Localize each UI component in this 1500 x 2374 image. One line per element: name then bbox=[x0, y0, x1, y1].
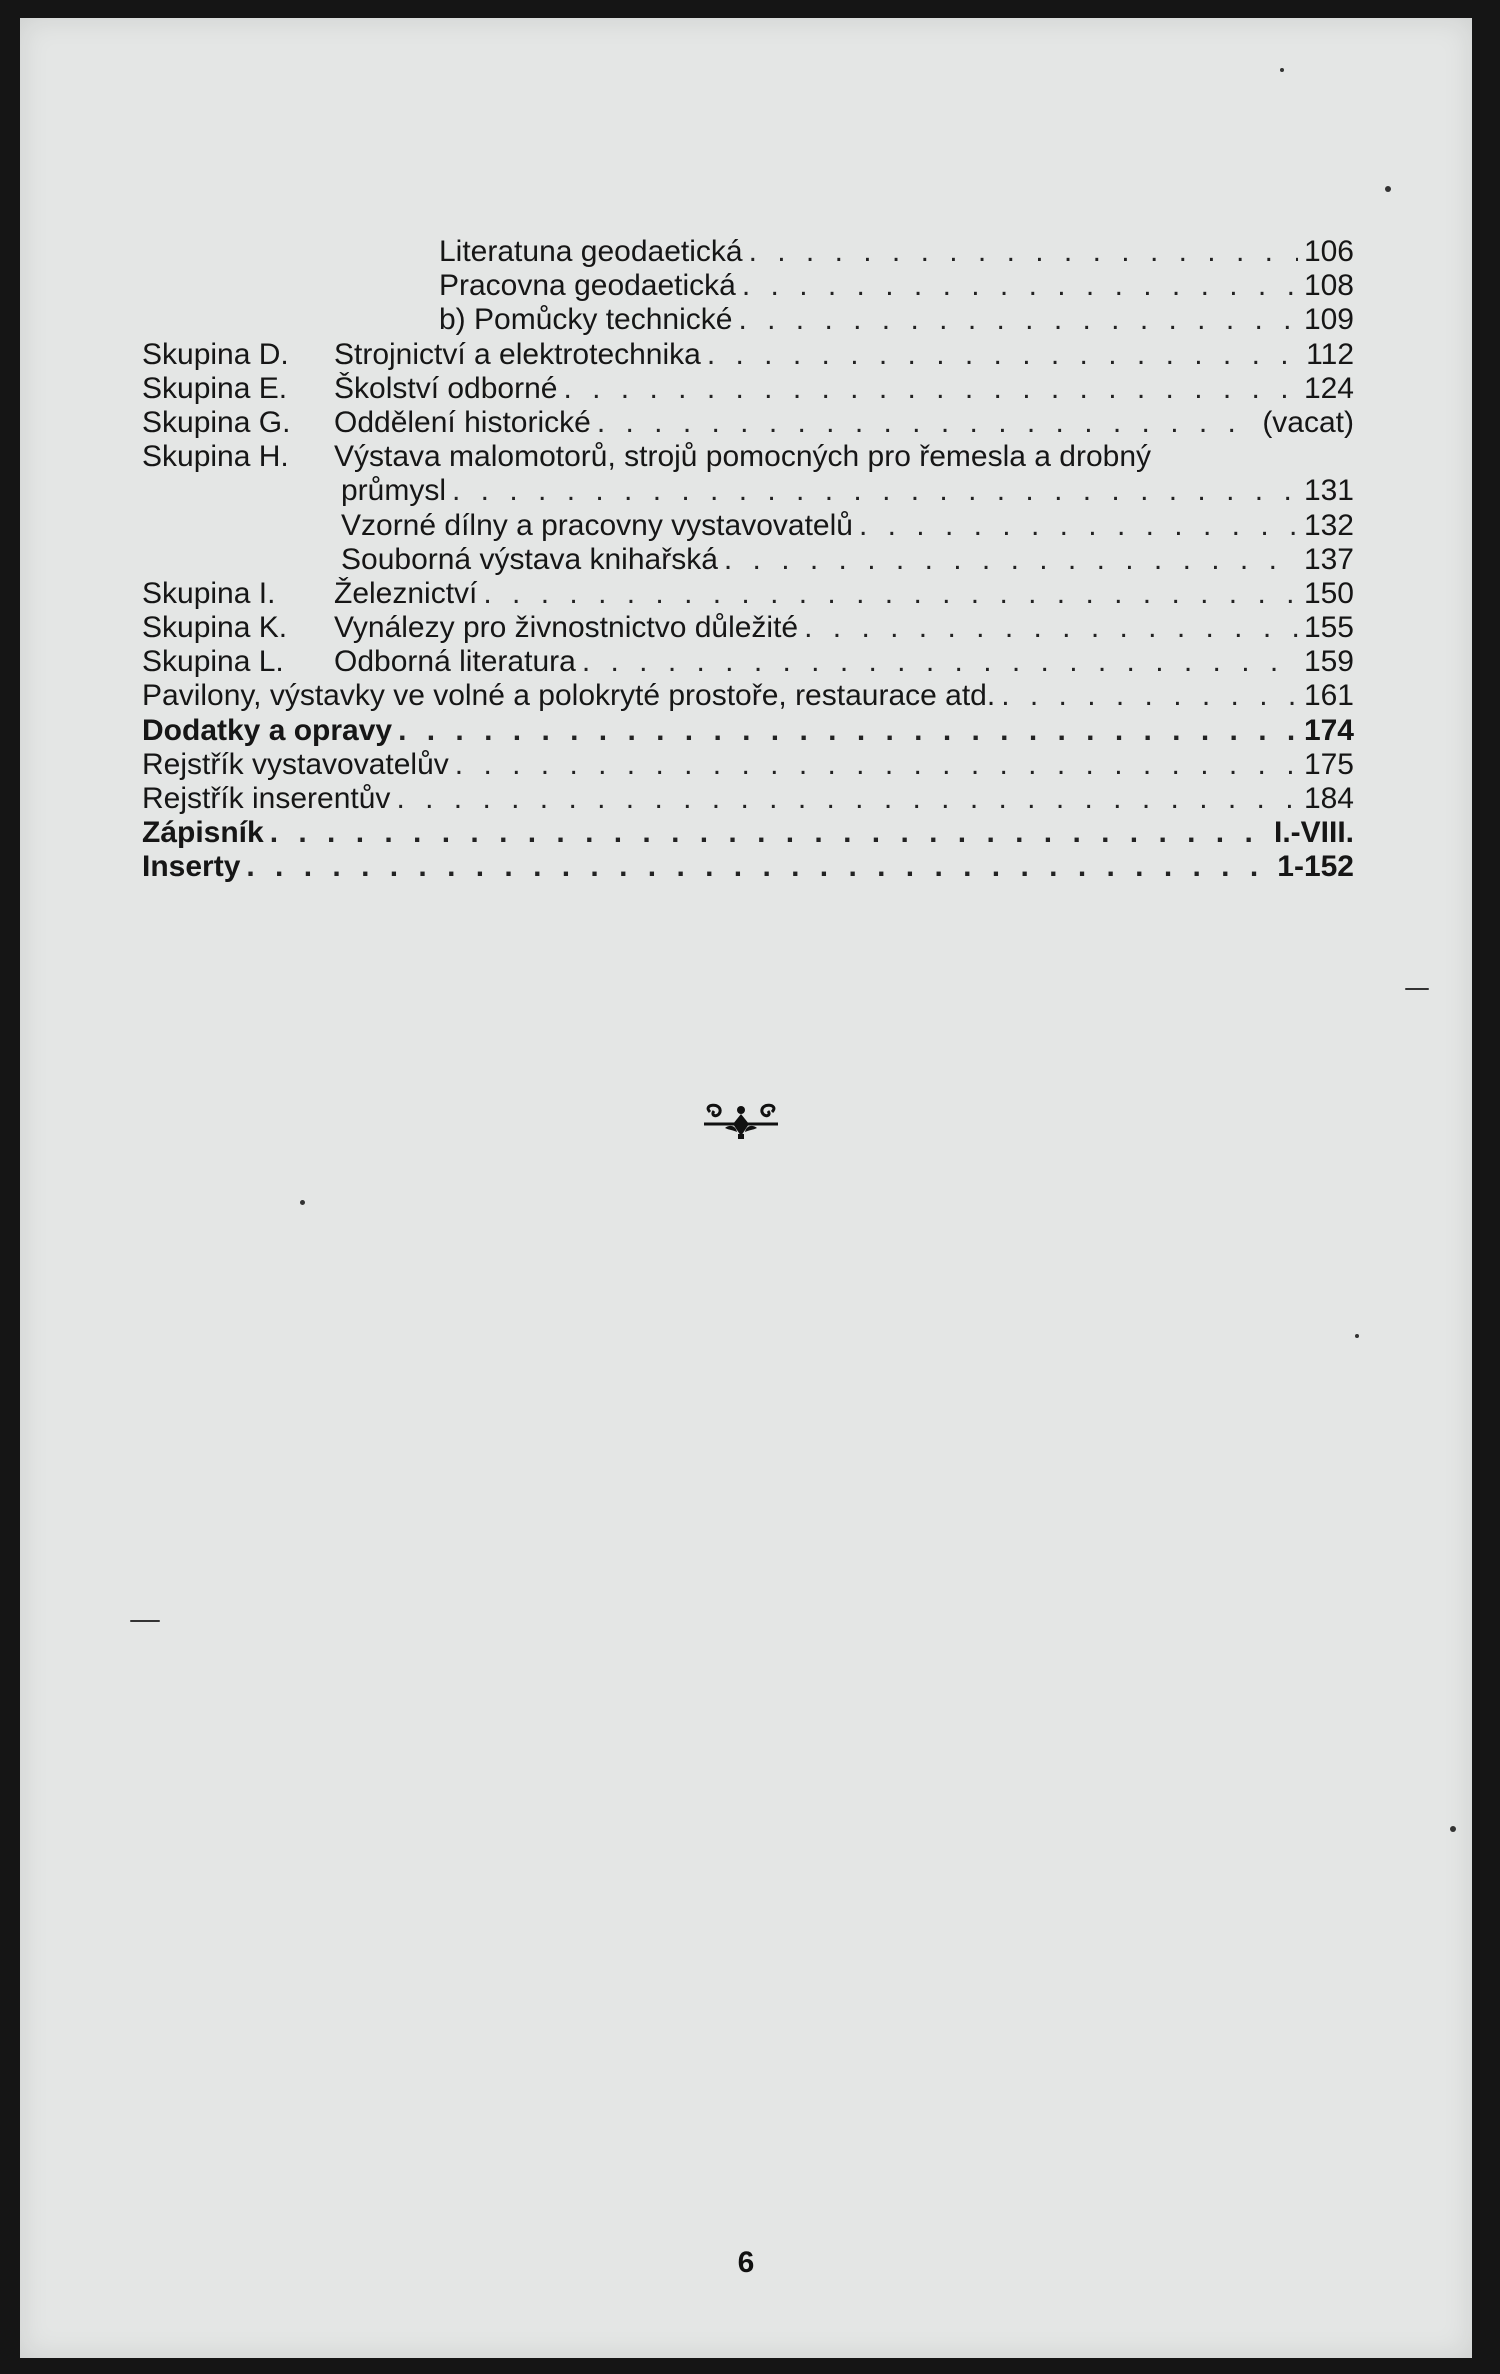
toc-page-number: 106 bbox=[1303, 235, 1354, 268]
toc-entry bbox=[142, 850, 1354, 884]
dot-leader bbox=[455, 748, 1298, 782]
toc-page-number: 124 bbox=[1303, 371, 1354, 405]
paper-speck bbox=[130, 1620, 160, 1622]
toc-entry bbox=[142, 235, 1354, 269]
toc-entry bbox=[142, 679, 1354, 713]
toc-entry-title: Vzorné dílny a pracovny vystavovatelů bbox=[341, 508, 853, 542]
toc-entry-title: Literatuna geodaetická bbox=[439, 235, 743, 268]
toc-group-label: Skupina L. bbox=[142, 645, 284, 679]
toc-entry bbox=[142, 577, 1354, 611]
toc-entry bbox=[142, 509, 1354, 543]
toc-page-number: 137 bbox=[1303, 542, 1354, 576]
page-number: 6 bbox=[737, 2246, 755, 2279]
dot-leader bbox=[483, 577, 1298, 611]
toc-page-number: 108 bbox=[1303, 269, 1354, 303]
toc-entry-title: Strojnictví a elektrotechnika bbox=[334, 337, 701, 371]
dot-leader bbox=[724, 543, 1298, 577]
toc-entry-title: Školství odborné bbox=[334, 371, 558, 405]
toc-entry-title: Výstava malomotorů, strojů pomocných pro řemesla a drobný bbox=[334, 440, 1152, 474]
dot-leader bbox=[398, 714, 1298, 748]
toc-page-number: 112 bbox=[1306, 337, 1354, 371]
toc-group-label: Skupina E. bbox=[142, 371, 288, 405]
paper-speck bbox=[300, 1200, 305, 1205]
toc-entry bbox=[142, 816, 1354, 850]
toc-entry bbox=[142, 782, 1354, 816]
toc-page-number: 174 bbox=[1303, 713, 1354, 747]
toc-page-number: 132 bbox=[1303, 508, 1354, 542]
toc-entry-title: Pavilony, výstavky ve volné a polokryté prostoře, restaurace atd. bbox=[142, 679, 996, 713]
paper-speck bbox=[1450, 1826, 1456, 1832]
table-of-contents bbox=[142, 235, 1354, 885]
dot-leader bbox=[707, 338, 1300, 372]
dot-leader bbox=[1001, 679, 1298, 713]
paper-speck bbox=[1385, 186, 1391, 192]
toc-group-label: Skupina K. bbox=[142, 611, 288, 645]
dot-leader bbox=[396, 782, 1298, 816]
paper-speck bbox=[1280, 68, 1284, 72]
toc-entry bbox=[142, 372, 1354, 406]
toc-group-label: Skupina I. bbox=[142, 576, 276, 610]
toc-entry-title: Oddělení historické bbox=[334, 405, 591, 439]
dot-leader bbox=[859, 509, 1298, 543]
toc-page-number: 155 bbox=[1303, 611, 1354, 645]
dot-leader bbox=[742, 269, 1298, 303]
toc-page-number: 159 bbox=[1303, 645, 1354, 679]
toc-page-number: 131 bbox=[1303, 474, 1354, 508]
toc-page-number: 1-152 bbox=[1277, 850, 1354, 884]
toc-page-number: 184 bbox=[1303, 782, 1354, 815]
toc-entry-title: Rejstřík vystavovatelův bbox=[142, 747, 449, 781]
toc-entry bbox=[142, 440, 1354, 474]
toc-page-number: 175 bbox=[1303, 747, 1354, 781]
toc-entry bbox=[142, 338, 1354, 372]
toc-entry-title: Souborná výstava knihařská bbox=[341, 542, 718, 576]
dot-leader bbox=[246, 850, 1271, 884]
dot-leader bbox=[452, 474, 1298, 508]
toc-entry-title: Inserty bbox=[142, 850, 241, 884]
dot-leader bbox=[270, 816, 1268, 850]
toc-entry bbox=[142, 645, 1354, 679]
toc-page-number: 150 bbox=[1303, 576, 1354, 610]
toc-entry bbox=[142, 748, 1354, 782]
toc-entry bbox=[142, 543, 1354, 577]
toc-entry bbox=[142, 269, 1354, 303]
toc-entry-title: Dodatky a opravy bbox=[142, 713, 393, 747]
dot-leader bbox=[804, 611, 1298, 645]
toc-entry bbox=[142, 474, 1354, 508]
toc-entry-title: b) Pomůcky technické bbox=[439, 303, 733, 337]
toc-entry-title: Rejstřík inserentův bbox=[142, 782, 391, 815]
toc-page-number: (vacat) bbox=[1262, 405, 1354, 439]
dot-leader bbox=[597, 406, 1257, 440]
dot-leader bbox=[582, 645, 1298, 679]
dot-leader bbox=[738, 303, 1297, 337]
toc-group-label: Skupina G. bbox=[142, 405, 291, 439]
toc-entry bbox=[142, 611, 1354, 645]
paper-speck bbox=[1355, 1334, 1359, 1338]
book-page bbox=[20, 18, 1472, 2358]
toc-group-label: Skupina H. bbox=[142, 440, 289, 474]
toc-entry-title: Zápisník bbox=[142, 816, 264, 850]
toc-entry-title: Železnictví bbox=[334, 576, 478, 610]
toc-entry-title: průmysl bbox=[341, 474, 447, 508]
fleuron-icon bbox=[700, 1100, 782, 1140]
dot-leader bbox=[749, 235, 1298, 269]
dot-leader bbox=[563, 372, 1297, 406]
toc-entry-title: Odborná literatura bbox=[334, 645, 576, 679]
toc-entry bbox=[142, 406, 1354, 440]
toc-group-label: Skupina D. bbox=[142, 337, 289, 371]
toc-page-number: 161 bbox=[1303, 679, 1354, 713]
toc-entry bbox=[142, 303, 1354, 337]
toc-page-number: I.-VIII. bbox=[1273, 816, 1354, 850]
toc-entry-title: Vynálezy pro živnostnictvo důležité bbox=[334, 611, 799, 645]
toc-entry bbox=[142, 714, 1354, 748]
toc-page-number: 109 bbox=[1303, 303, 1354, 337]
paper-speck bbox=[1405, 988, 1429, 990]
toc-entry-title: Pracovna geodaetická bbox=[439, 269, 736, 303]
